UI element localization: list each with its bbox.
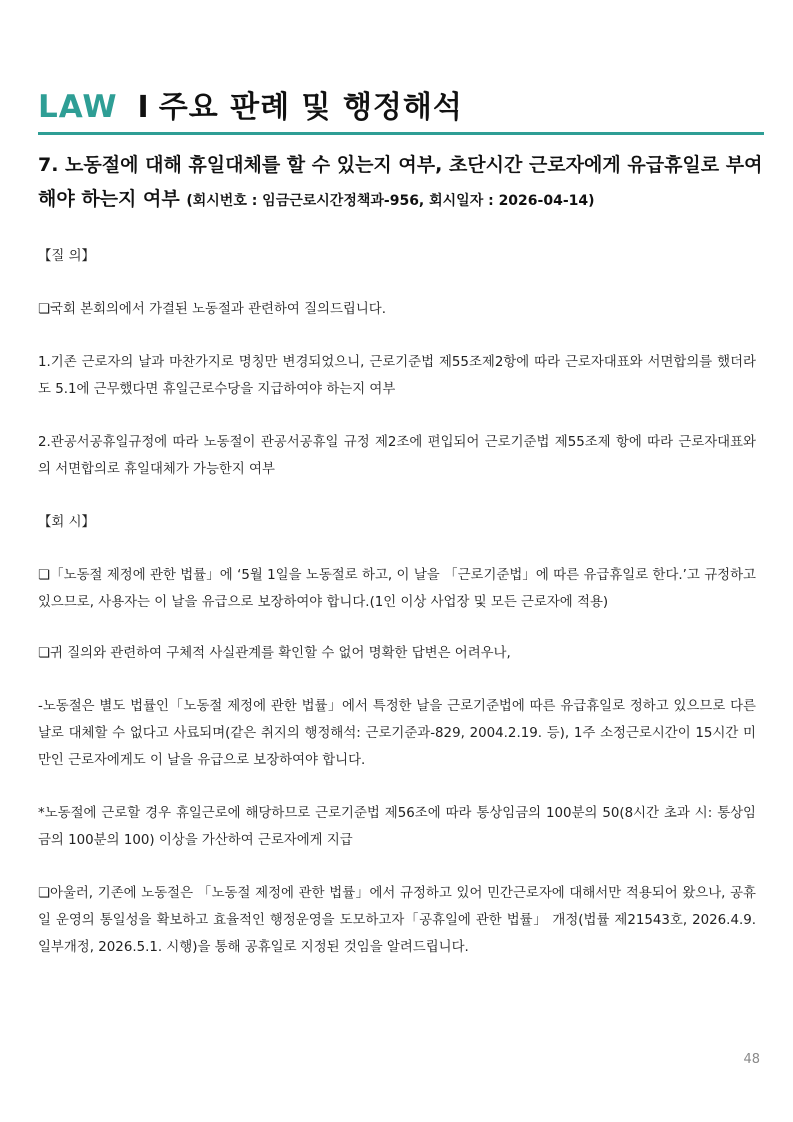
question-1: 1.기존 근로자의 날과 마찬가지로 명칭만 변경되었으니, 근로기준법 제55조제2항에 따라 근로자대표와 서면합의를 했더라도 5.1에 근무했다면 휴일근로수당을 지급하여야 하는지 여부 [38, 355, 756, 397]
case-meta: (회시번호 : 임금근로시간정책과-956, 회시일자 : 2026-04-14) [186, 193, 595, 209]
document-body [38, 243, 756, 961]
page-header [38, 82, 764, 126]
header-rule [38, 132, 764, 135]
case-title: 7. 노동절에 대해 휴일대체를 할 수 있는지 여부, 초단시간 근로자에게 유급휴일로 부여해야 하는지 여부 [38, 154, 763, 210]
header-separator: I [137, 90, 149, 125]
section-title: 주요 판례 및 행정해석 [158, 90, 463, 125]
page-number: 48 [743, 1052, 760, 1067]
section-brand: LAW [38, 89, 118, 125]
question-heading: 【질 의】 [38, 249, 95, 264]
question-intro: ❏국회 본회의에서 가결된 노동절과 관련하여 질의드립니다. [38, 302, 386, 317]
case-heading [38, 148, 764, 218]
answer-note: *노동절에 근로할 경우 휴일근로에 해당하므로 근로기준법 제56조에 따라 통상임금의 100분의 50(8시간 초과 시: 통상임금의 100분의 100) 이상을 가산하여 근로자에게 지급 [38, 806, 756, 848]
question-2: 2.관공서공휴일규정에 따라 노동절이 관공서공휴일 규정 제2조에 편입되어 근로기준법 제55조제 항에 따라 근로자대표와의 서면합의로 휴일대체가 가능한지 여부 [38, 435, 756, 477]
answer-heading: 【회 시】 [38, 515, 95, 530]
answer-paragraph-5: ❏아울러, 기존에 노동절은 「노동절 제정에 관한 법률」에서 규정하고 있어 민간근로자에 대해서만 적용되어 왔으나, 공휴일 운영의 통일성을 확보하고 효율적인 행정운영을 도모하고자「공휴일에 관한 법률」 개정(법률 제21543호, 2026.4.9. 일부개정, 2026.5.1. 시행)을 통해 공휴일로 지정된 것임을 알려드립니다. [38, 886, 756, 955]
answer-paragraph-1: ❏「노동절 제정에 관한 법률」에 ‘5월 1일을 노동절로 하고, 이 날을 「근로기준법」에 따른 유급휴일로 한다.’고 규정하고 있으므로, 사용자는 이 날을 유급으로 보장하여야 합니다.(1인 이상 사업장 및 모든 근로자에 적용) [38, 568, 756, 610]
answer-paragraph-2: ❏귀 질의와 관련하여 구체적 사실관계를 확인할 수 없어 명확한 답변은 어려우나, [38, 646, 511, 661]
answer-paragraph-3: -노동절은 별도 법률인「노동절 제정에 관한 법률」에서 특정한 날을 근로기준법에 따른 유급휴일로 정하고 있으므로 다른 날로 대체할 수 없다고 사료되며(같은 취지의 행정해석: 근로기준과-829, 2004.2.19. 등), 1주 소정근로시간이 15시간 미만인 근로자에게도 이 날을 유급으로 보장하여야 합니다. [38, 699, 756, 768]
